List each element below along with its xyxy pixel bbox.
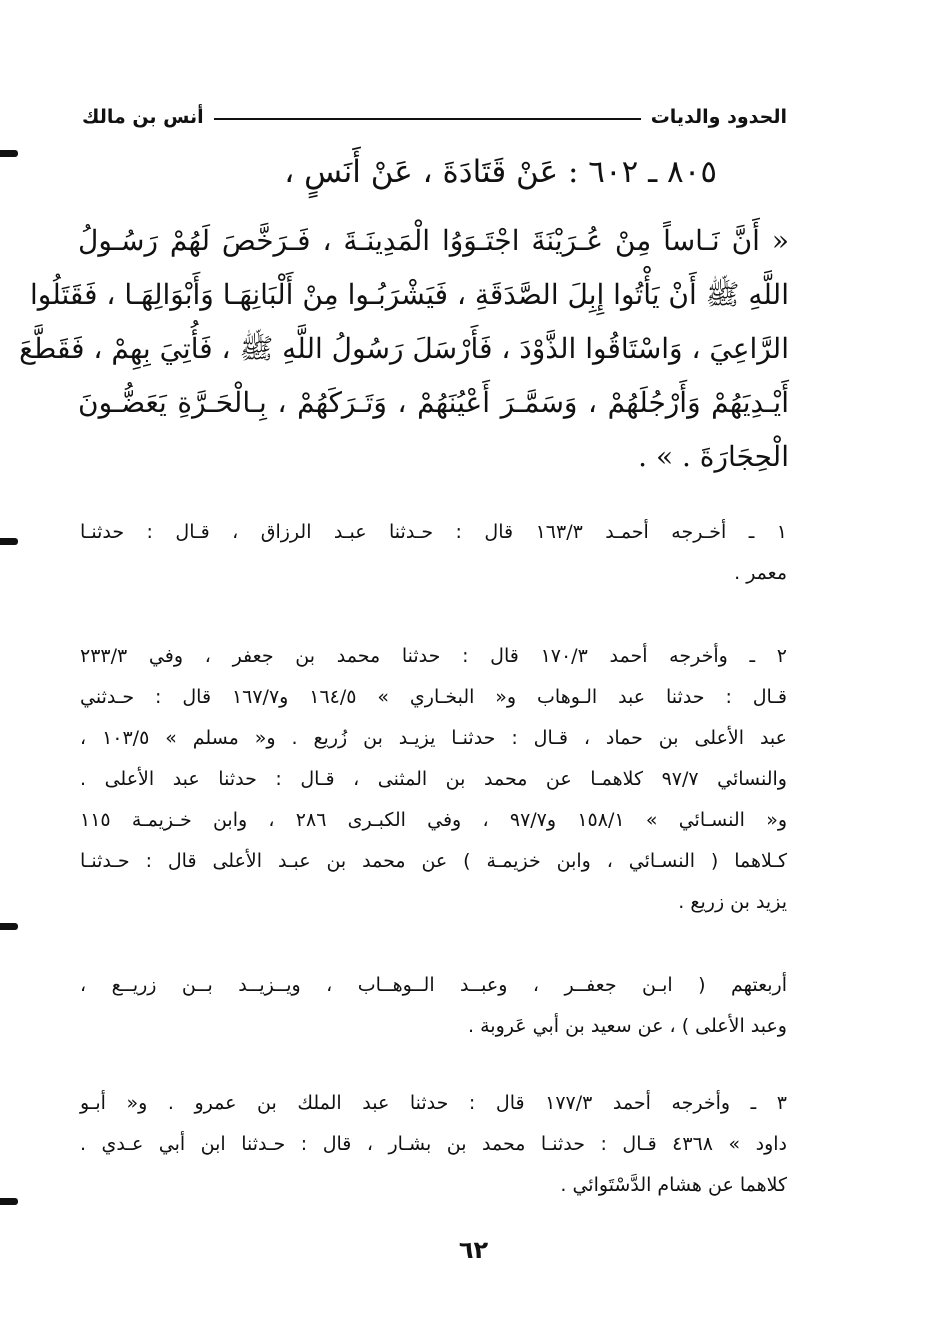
page-number: ٦٢ [458,1236,489,1264]
takhrij-note-1 [80,512,787,594]
note-line: ٣ ـ وأخرجه أحمد ١٧٧/٣ قال : حدثنا عبد الملك بن عمرو . و« أبـو [80,1092,787,1114]
note-line: والنسائي ٩٧/٧ كلاهمـا عن محمد بن المثنى ، قـال : حدثنا عبد الأعلى . [80,768,787,790]
takhrij-note-3 [80,1083,787,1206]
scan-mark [0,150,18,157]
note-line: كـلاهما ( النسـائي ، وابن خزيمـة ) عن محمد بن عبـد الأعلى قال : حـدثنـا [80,850,787,872]
header-rule [214,118,641,120]
hadith-text [19,214,789,484]
note-line: أربعتهم ( ابـن جعفــر ، وعبــد الــوهــاب ، ويــزيــد بــن زريــع ، [80,974,787,996]
hadith-line: أَيْـدِيَهُمْ وَأَرْجُلَهُمْ ، وَسَمَّـرَ أَعْيُنَهُمْ ، وَتَـرَكَهُمْ ، بِـالْحَـرَّةِ يَعَضُّـونَ [78,386,789,419]
note-line: معمر . [734,562,787,584]
takhrij-note-2 [80,636,787,923]
hadith-line: « أَنَّ نَـاساً مِنْ عُـرَيْنَةَ اجْتَـوَوُا الْمَدِينَـةَ ، فَـرَخَّصَ لَهُمْ رَسُـولُ [78,224,789,257]
chapter-title: الحدود والديات [650,106,787,128]
note-line: عبد الأعلى بن حماد ، قـال : حدثنـا يزيـد بن زُريع . و« مسلم » ١٠٣/٥ ، [80,727,787,749]
note-line: و« النسـائي » ١٥٨/١ و٩٧/٧ ، وفي الكبـرى ٢٨٦ ، وابن خـزيمـة ١١٥ [80,809,787,831]
hadith-heading: ٨٠٥ ـ ٦٠٢ : عَنْ قَتَادَةَ ، عَنْ أَنَسٍ ، [284,154,717,190]
note-line: داود » ٤٣٦٨ قـال : حدثنـا محمد بن بشـار ، قال : حـدثنا ابن أبي عـدي . [80,1133,787,1155]
running-header [82,100,787,134]
hadith-line: الرَّاعِيَ ، وَاسْتَاقُوا الذَّوْدَ ، فَأَرْسَلَ رَسُولُ اللَّهِ ﷺ ، فَأُتِيَ بِهِمْ ، فَقَطَّعَ [19,332,789,365]
hadith-line: اللَّهِ ﷺ أَنْ يَأْتُوا إِبِلَ الصَّدَقَةِ ، فَيَشْرَبُـوا مِنْ أَلْبَانِهَـا وَأَبْوَالِهَـا ، فَقَتَلُوا [29,278,789,311]
takhrij-summary [80,965,787,1047]
note-line: قـال : حدثنا عبد الـوهاب و« البخـاري » ١٦٤/٥ و١٦٧/٧ قال : حـدثني [80,686,787,708]
scan-mark [0,923,18,930]
note-line: وعبد الأعلى ) ، عن سعيد بن أبي عَروبة . [468,1015,787,1037]
narrator-name: أنس بن مالك [82,106,204,128]
scan-mark [0,538,18,545]
hadith-line: الْحِجَارَةَ . » . [638,440,789,473]
note-line: يزيد بن زريع . [678,891,787,913]
note-line: ٢ ـ وأخرجه أحمد ١٧٠/٣ قال : حدثنا محمد بن جعفر ، وفي ٢٣٣/٣ [80,645,787,667]
note-line: كلاهما عن هشام الدَّسْتَوائي . [560,1174,787,1196]
note-line: ١ ـ أخـرجه أحمـد ١٦٣/٣ قال : حـدثنا عبـد الرزاق ، قـال : حدثنـا [80,521,788,543]
scan-mark [0,1198,18,1205]
